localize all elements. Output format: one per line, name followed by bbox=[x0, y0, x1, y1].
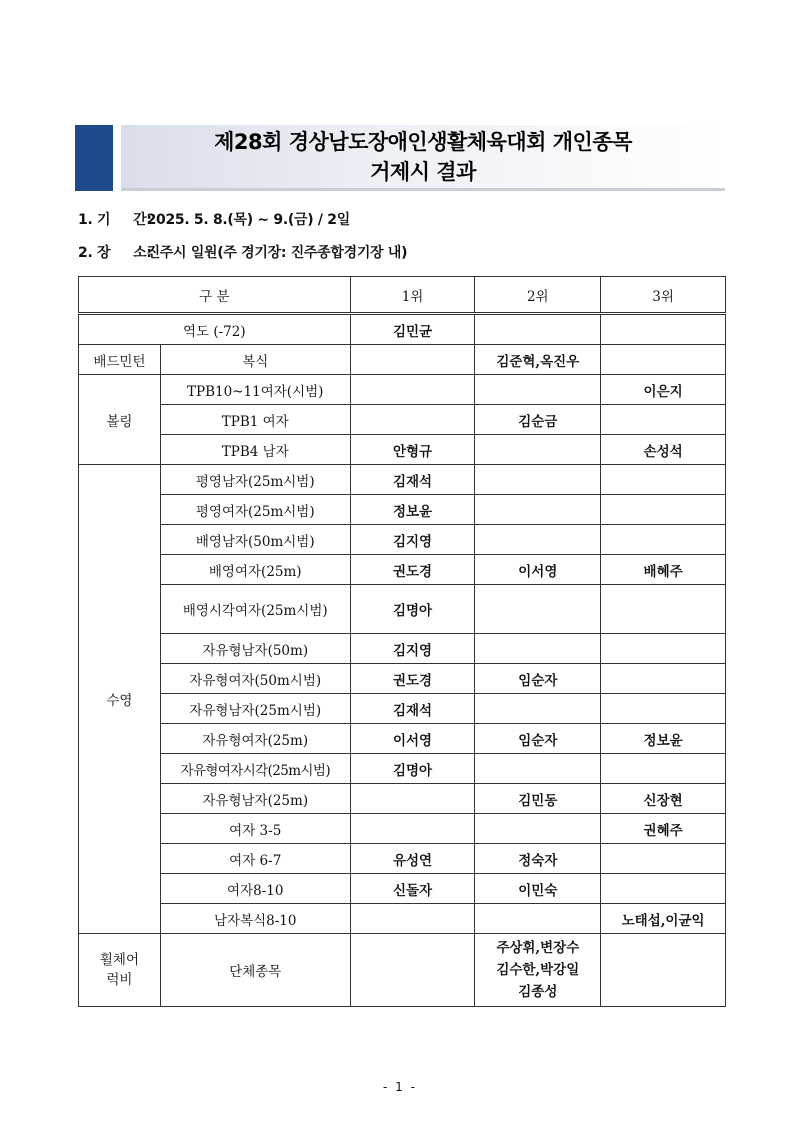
event-cell: 자유형남자(50m) bbox=[160, 634, 350, 664]
third-place-cell bbox=[601, 585, 726, 634]
table-row bbox=[79, 784, 726, 814]
page-number: - 1 - bbox=[383, 1080, 417, 1094]
first-place-cell bbox=[350, 784, 475, 814]
sport-line-1: 휠체어 bbox=[99, 952, 139, 968]
table-row bbox=[79, 694, 726, 724]
third-place-cell bbox=[601, 525, 726, 555]
event-cell: 평영여자(25m시범) bbox=[160, 495, 350, 525]
second-place-cell bbox=[475, 634, 601, 664]
event-cell: 배영남자(50m시범) bbox=[160, 525, 350, 555]
third-place-cell bbox=[601, 874, 726, 904]
event-cell: TPB4 남자 bbox=[160, 435, 350, 465]
title-line-2: 거제시 결과 bbox=[370, 160, 476, 184]
table-row bbox=[79, 375, 726, 405]
second-place-cell bbox=[475, 435, 601, 465]
first-place-cell: 정보윤 bbox=[350, 495, 475, 525]
second-place-cell bbox=[475, 904, 601, 934]
title-box bbox=[75, 125, 725, 191]
table-row bbox=[79, 814, 726, 844]
second-place-cell bbox=[475, 694, 601, 724]
header-category: 구 분 bbox=[79, 277, 351, 314]
third-place-cell: 이은지 bbox=[601, 375, 726, 405]
table-row bbox=[79, 345, 726, 375]
third-place-cell: 권혜주 bbox=[601, 814, 726, 844]
event-cell: TPB10~11여자(시범) bbox=[160, 375, 350, 405]
winner-line: 김종성 bbox=[518, 984, 558, 1000]
second-place-cell: 김준혁,옥진우 bbox=[475, 345, 601, 375]
sport-cell bbox=[79, 934, 161, 1007]
sport-cell: 볼링 bbox=[79, 375, 161, 465]
table-header-row bbox=[79, 277, 726, 314]
event-cell: 역도 (-72) bbox=[79, 314, 351, 345]
period-value: 2025. 5. 8.(목) ~ 9.(금) / 2일 bbox=[146, 212, 350, 228]
third-place-cell: 배혜주 bbox=[601, 555, 726, 585]
results-table bbox=[78, 276, 726, 1007]
third-place-cell bbox=[601, 754, 726, 784]
third-place-cell bbox=[601, 314, 726, 345]
table-row bbox=[79, 754, 726, 784]
event-cell: TPB1 여자 bbox=[160, 405, 350, 435]
second-place-cell bbox=[475, 525, 601, 555]
first-place-cell: 김지영 bbox=[350, 525, 475, 555]
table-row bbox=[79, 874, 726, 904]
table-row bbox=[79, 844, 726, 874]
sport-line-2: 럭비 bbox=[106, 972, 133, 988]
first-place-cell: 안형규 bbox=[350, 435, 475, 465]
event-cell: 단체종목 bbox=[160, 934, 350, 1007]
first-place-cell bbox=[350, 345, 475, 375]
first-place-cell: 신돌자 bbox=[350, 874, 475, 904]
venue-label: 2. 장 소: bbox=[78, 245, 152, 261]
event-cell: 여자 6-7 bbox=[160, 844, 350, 874]
third-place-cell bbox=[601, 405, 726, 435]
table-row bbox=[79, 634, 726, 664]
table-row bbox=[79, 465, 726, 495]
third-place-cell bbox=[601, 844, 726, 874]
first-place-cell: 권도경 bbox=[350, 664, 475, 694]
second-place-cell bbox=[475, 814, 601, 844]
second-place-cell: 김순금 bbox=[475, 405, 601, 435]
venue-value: 진주시 일원(주 경기장: 진주종합경기장 내) bbox=[146, 245, 408, 261]
first-place-cell: 이서영 bbox=[350, 724, 475, 754]
table-row bbox=[79, 525, 726, 555]
event-cell: 배영여자(25m) bbox=[160, 555, 350, 585]
event-cell: 배영시각여자(25m시범) bbox=[160, 585, 350, 634]
third-place-cell: 손성석 bbox=[601, 435, 726, 465]
info-venue bbox=[78, 242, 407, 262]
event-cell: 자유형여자(25m) bbox=[160, 724, 350, 754]
second-place-cell: 이서영 bbox=[475, 555, 601, 585]
winner-line: 김수한,박강일 bbox=[496, 962, 580, 978]
third-place-cell bbox=[601, 465, 726, 495]
table-row bbox=[79, 724, 726, 754]
event-cell: 여자 3-5 bbox=[160, 814, 350, 844]
table-row bbox=[79, 405, 726, 435]
first-place-cell: 김재석 bbox=[350, 465, 475, 495]
sport-cell: 배드민턴 bbox=[79, 345, 161, 375]
table-row bbox=[79, 664, 726, 694]
table-row bbox=[79, 495, 726, 525]
third-place-cell: 정보윤 bbox=[601, 724, 726, 754]
table-row bbox=[79, 585, 726, 634]
second-place-cell: 김민동 bbox=[475, 784, 601, 814]
first-place-cell bbox=[350, 375, 475, 405]
event-cell: 자유형남자(25m시범) bbox=[160, 694, 350, 724]
header-first: 1위 bbox=[350, 277, 475, 314]
event-cell: 자유형여자(50m시범) bbox=[160, 664, 350, 694]
event-cell: 자유형여자시각(25m시범) bbox=[160, 754, 350, 784]
event-cell: 복식 bbox=[160, 345, 350, 375]
title-line-1: 제28회 경상남도장애인생활체육대회 개인종목 bbox=[214, 130, 632, 154]
event-cell: 여자8-10 bbox=[160, 874, 350, 904]
title-accent-bar bbox=[75, 125, 113, 191]
first-place-cell: 김재석 bbox=[350, 694, 475, 724]
second-place-cell: 이민숙 bbox=[475, 874, 601, 904]
second-place-cell bbox=[475, 314, 601, 345]
event-cell: 남자복식8-10 bbox=[160, 904, 350, 934]
first-place-cell: 김명아 bbox=[350, 585, 475, 634]
header-third: 3위 bbox=[601, 277, 726, 314]
table-row bbox=[79, 904, 726, 934]
third-place-cell bbox=[601, 495, 726, 525]
first-place-cell bbox=[350, 814, 475, 844]
second-place-cell: 정숙자 bbox=[475, 844, 601, 874]
third-place-cell bbox=[601, 345, 726, 375]
table-row bbox=[79, 435, 726, 465]
table-row bbox=[79, 314, 726, 345]
second-place-cell: 임순자 bbox=[475, 664, 601, 694]
second-place-cell bbox=[475, 375, 601, 405]
second-place-cell bbox=[475, 754, 601, 784]
event-cell: 자유형남자(25m) bbox=[160, 784, 350, 814]
event-cell: 평영남자(25m시범) bbox=[160, 465, 350, 495]
third-place-cell bbox=[601, 934, 726, 1007]
first-place-cell bbox=[350, 934, 475, 1007]
first-place-cell bbox=[350, 405, 475, 435]
first-place-cell: 유성연 bbox=[350, 844, 475, 874]
winner-line: 주상휘,변장수 bbox=[496, 940, 580, 956]
third-place-cell: 노태섭,이균익 bbox=[601, 904, 726, 934]
first-place-cell bbox=[350, 904, 475, 934]
third-place-cell: 신장현 bbox=[601, 784, 726, 814]
first-place-cell: 권도경 bbox=[350, 555, 475, 585]
second-place-cell: 임순자 bbox=[475, 724, 601, 754]
period-label: 1. 기 간: bbox=[78, 212, 152, 228]
sport-cell: 수영 bbox=[79, 465, 161, 934]
header-second: 2위 bbox=[475, 277, 601, 314]
second-place-cell bbox=[475, 495, 601, 525]
first-place-cell: 김명아 bbox=[350, 754, 475, 784]
first-place-cell: 김지영 bbox=[350, 634, 475, 664]
second-place-cell bbox=[475, 465, 601, 495]
table-row bbox=[79, 555, 726, 585]
third-place-cell bbox=[601, 694, 726, 724]
third-place-cell bbox=[601, 634, 726, 664]
page-title bbox=[121, 127, 725, 187]
info-period bbox=[78, 209, 350, 229]
first-place-cell: 김민균 bbox=[350, 314, 475, 345]
second-place-cell bbox=[475, 934, 601, 1007]
third-place-cell bbox=[601, 664, 726, 694]
second-place-cell bbox=[475, 585, 601, 634]
table-row bbox=[79, 934, 726, 1007]
